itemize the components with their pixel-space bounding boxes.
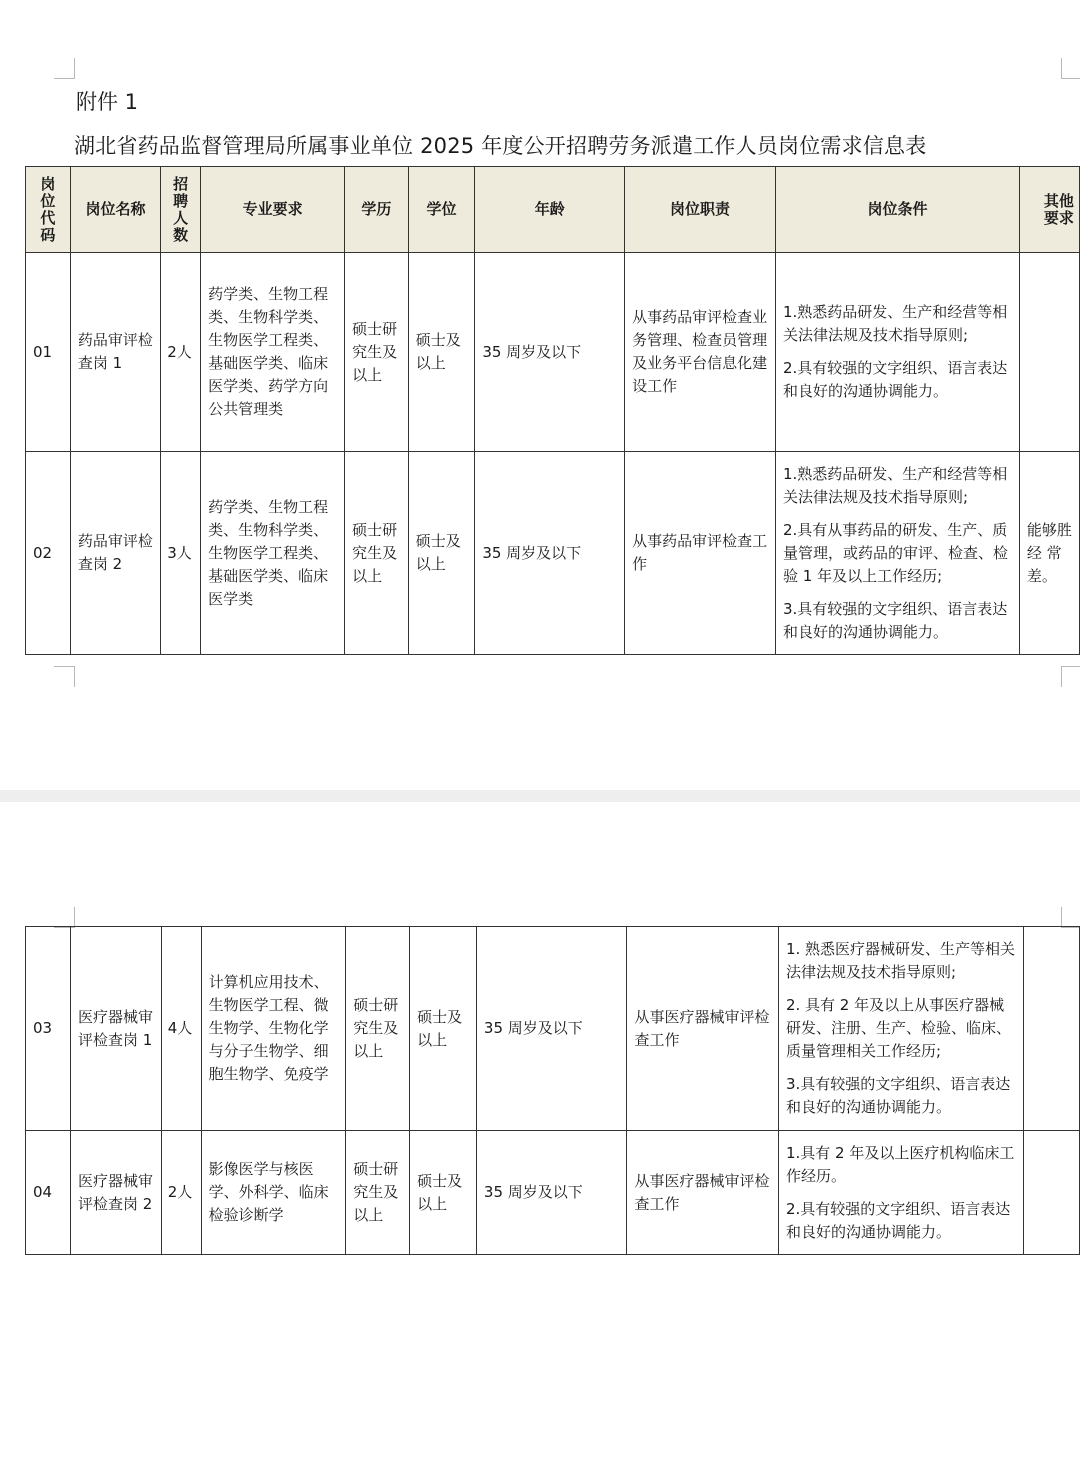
crop-mark bbox=[1061, 666, 1080, 687]
cell-name: 药品审评检查岗 2 bbox=[70, 452, 160, 655]
cell-duty: 从事医疗器械审评检查工作 bbox=[627, 1131, 779, 1255]
cell-major: 药学类、生物工程类、生物科学类、生物医学工程类、基础医学类、临床医学类、药学方向公共管理类 bbox=[201, 253, 345, 452]
cell-code: 04 bbox=[26, 1131, 71, 1255]
crop-mark bbox=[54, 907, 75, 928]
condition-item: 2.具有从事药品的研发、生产、质量管理，或药品的审评、检查、检验 1 年及以上工作经历; bbox=[782, 520, 1008, 585]
cell-other bbox=[1019, 452, 1079, 655]
table-row bbox=[26, 927, 1080, 1131]
cell-age: 35 周岁及以下 bbox=[475, 452, 625, 655]
cell-count: 4人 bbox=[161, 927, 201, 1131]
cell-name: 医疗器械审评检查岗 1 bbox=[70, 927, 161, 1131]
other-line: 能够胜 bbox=[1026, 520, 1072, 539]
cell-age: 35 周岁及以下 bbox=[475, 253, 625, 452]
cell-major: 计算机应用技术、生物医学工程、微生物学、生物化学与分子生物学、细胞生物学、免疫学 bbox=[201, 927, 346, 1131]
table-header-row bbox=[26, 167, 1080, 253]
cell-count: 2人 bbox=[161, 1131, 201, 1255]
cell-duty: 从事医疗器械审评检查工作 bbox=[627, 927, 779, 1131]
header-conditions: 岗位条件 bbox=[775, 167, 1019, 253]
cell-other bbox=[1024, 1131, 1080, 1255]
cell-conditions bbox=[778, 1131, 1023, 1255]
condition-item: 2. 具有 2 年及以上从事医疗器械研发、注册、生产、检验、临床、质量管理相关工作经历; bbox=[785, 996, 1011, 1060]
other-line: 经 常 bbox=[1026, 543, 1062, 562]
condition-item: 2.具有较强的文字组织、语言表达和良好的沟通协调能力。 bbox=[782, 359, 1008, 400]
crop-mark bbox=[54, 666, 75, 687]
cell-count: 3人 bbox=[161, 452, 201, 655]
cell-degree: 硕士及以上 bbox=[408, 452, 475, 655]
cell-other bbox=[1024, 927, 1080, 1131]
header-name: 岗位名称 bbox=[70, 167, 160, 253]
requirements-table-continued bbox=[25, 926, 1080, 1255]
header-count: 招聘人数 bbox=[161, 167, 201, 253]
page-gap bbox=[0, 790, 1080, 802]
cell-education: 硕士研究生及以上 bbox=[345, 452, 409, 655]
condition-item: 1.具有 2 年及以上医疗机构临床工作经历。 bbox=[785, 1143, 1015, 1185]
cell-age: 35 周岁及以下 bbox=[476, 927, 627, 1131]
condition-item: 1. 熟悉医疗器械研发、生产等相关法律法规及技术指导原则; bbox=[785, 940, 1016, 981]
crop-mark bbox=[1061, 58, 1080, 79]
header-age: 年龄 bbox=[475, 167, 625, 253]
condition-item: 1.熟悉药品研发、生产和经营等相关法律法规及技术指导原则; bbox=[782, 303, 1008, 344]
cell-conditions bbox=[775, 253, 1019, 452]
cell-conditions bbox=[778, 927, 1023, 1131]
cell-degree: 硕士及以上 bbox=[410, 1131, 477, 1255]
cell-education: 硕士研究生及以上 bbox=[345, 253, 409, 452]
table-row bbox=[26, 253, 1080, 452]
header-other: 其他要求 bbox=[1019, 167, 1079, 253]
cell-duty: 从事药品审评检查业务管理、检查员管理及业务平台信息化建设工作 bbox=[625, 253, 776, 452]
cell-count: 2人 bbox=[161, 253, 201, 452]
cell-other bbox=[1019, 253, 1079, 452]
header-education: 学历 bbox=[345, 167, 409, 253]
document-page-2 bbox=[0, 802, 1080, 1459]
cell-education: 硕士研究生及以上 bbox=[346, 1131, 410, 1255]
cell-major: 药学类、生物工程类、生物科学类、生物医学工程类、基础医学类、临床医学类 bbox=[201, 452, 345, 655]
cell-name: 医疗器械审评检查岗 2 bbox=[70, 1131, 161, 1255]
cell-conditions bbox=[775, 452, 1019, 655]
condition-item: 1.熟悉药品研发、生产和经营等相关法律法规及技术指导原则; bbox=[782, 464, 1008, 506]
cell-code: 03 bbox=[26, 927, 71, 1131]
crop-mark bbox=[1061, 907, 1080, 928]
header-code: 岗位代码 bbox=[26, 167, 71, 253]
condition-item: 3.具有较强的文字组织、语言表达和良好的沟通协调能力。 bbox=[782, 599, 1008, 641]
cell-degree: 硕士及以上 bbox=[410, 927, 477, 1131]
condition-item: 2.具有较强的文字组织、语言表达和良好的沟通协调能力。 bbox=[785, 1199, 1011, 1241]
header-duty: 岗位职责 bbox=[625, 167, 776, 253]
condition-item: 3.具有较强的文字组织、语言表达和良好的沟通协调能力。 bbox=[785, 1075, 1011, 1116]
requirements-table bbox=[25, 166, 1080, 655]
cell-code: 01 bbox=[26, 253, 71, 452]
header-major: 专业要求 bbox=[201, 167, 345, 253]
table-row bbox=[26, 452, 1080, 655]
other-line: 差。 bbox=[1026, 566, 1057, 585]
cell-name: 药品审评检查岗 1 bbox=[70, 253, 160, 452]
cell-degree: 硕士及以上 bbox=[408, 253, 475, 452]
page-title: 湖北省药品监督管理局所属事业单位 2025 年度公开招聘劳务派遣工作人员岗位需求信息表 bbox=[74, 134, 927, 158]
cell-age: 35 周岁及以下 bbox=[476, 1131, 627, 1255]
cell-duty: 从事药品审评检查工作 bbox=[625, 452, 776, 655]
table-row bbox=[26, 1131, 1080, 1255]
cell-code: 02 bbox=[26, 452, 71, 655]
cell-education: 硕士研究生及以上 bbox=[346, 927, 410, 1131]
crop-mark bbox=[54, 58, 75, 79]
attachment-label: 附件 1 bbox=[76, 90, 139, 114]
cell-major: 影像医学与核医学、外科学、临床检验诊断学 bbox=[201, 1131, 346, 1255]
header-degree: 学位 bbox=[408, 167, 475, 253]
